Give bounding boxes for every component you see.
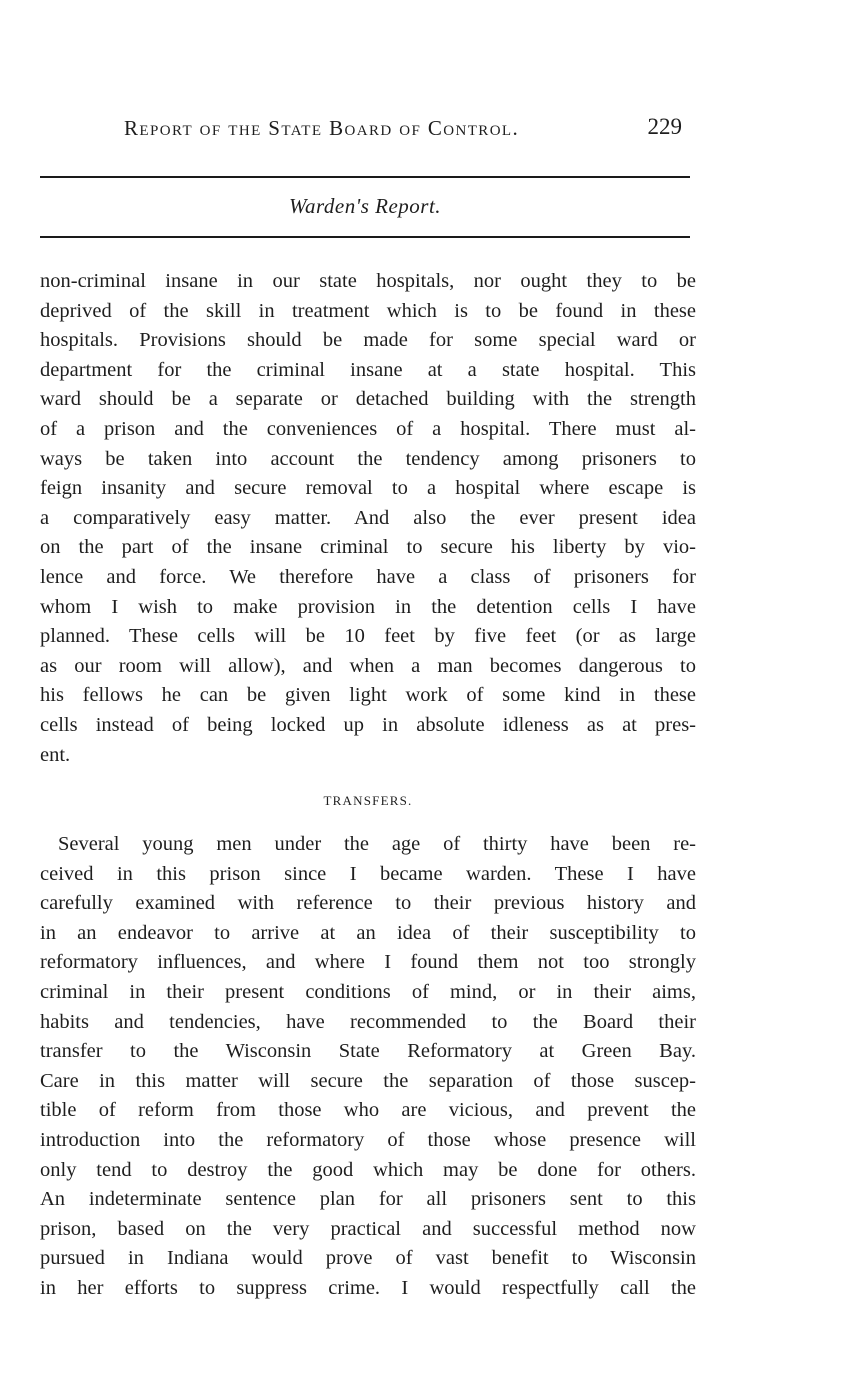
text-line: in her efforts to suppress crime. I would respectfully call the — [40, 1276, 696, 1299]
text-line: Care in this matter will secure the separation of those suscep- — [40, 1069, 696, 1092]
text-line: planned. These cells will be 10 feet by five feet (or as large — [40, 625, 696, 648]
text-line: ceived in this prison since I became warden. These I have — [40, 862, 696, 885]
text-line: department for the criminal insane at a state hospital. This — [40, 358, 696, 381]
text-line: Several young men under the age of thirty have been re- — [58, 833, 696, 855]
section-header: Warden's Report. — [288, 194, 442, 218]
header-rule-top — [40, 176, 690, 178]
text-line: habits and tendencies, have recommended to the Board their — [40, 1010, 696, 1033]
text-line: his fellows he can be given light work of some kind in these — [40, 684, 696, 707]
text-line: carefully examined with reference to their previous history and — [40, 892, 696, 915]
transfers-heading: TRANSFERS. — [323, 793, 413, 808]
running-title: Report of the State Board of Control. — [124, 116, 520, 140]
running-head — [40, 116, 690, 146]
text-line: lence and force. We therefore have a class of prisoners for — [40, 565, 696, 588]
text-line: ward should be a separate or detached building with the strength — [40, 388, 696, 411]
text-line: whom I wish to make provision in the detention cells I have — [40, 595, 696, 618]
header-rule-bottom — [40, 236, 690, 238]
text-line: only tend to destroy the good which may be done for others. — [40, 1158, 696, 1181]
text-line: criminal in their present conditions of mind, or in their aims, — [40, 980, 696, 1003]
paragraph-1 — [40, 267, 696, 770]
text-line: prison, based on the very practical and successful method now — [40, 1217, 696, 1240]
text-line: hospitals. Provisions should be made for some special ward or — [40, 329, 696, 352]
text-line: as our room will allow), and when a man becomes dangerous to — [40, 654, 696, 677]
text-line: transfer to the Wisconsin State Reformatory at Green Bay. — [40, 1040, 696, 1063]
text-line: reformatory influences, and where I found them not too strongly — [40, 951, 696, 974]
text-line: feign insanity and secure removal to a hospital where escape is — [40, 477, 696, 500]
text-line: in an endeavor to arrive at an idea of their susceptibility to — [40, 921, 696, 944]
text-line: ent. — [40, 743, 71, 766]
text-line: a comparatively easy matter. And also the ever present idea — [40, 506, 696, 529]
paragraph-2 — [40, 830, 696, 1304]
text-line: deprived of the skill in treatment which is to be found in these — [40, 299, 696, 322]
text-line: An indeterminate sentence plan for all prisoners sent to this — [40, 1188, 696, 1211]
page-number: 229 — [647, 114, 682, 139]
text-line: non-criminal insane in our state hospitals, nor ought they to be — [40, 270, 696, 292]
text-line: tible of reform from those who are vicious, and prevent the — [40, 1099, 696, 1122]
text-line: ways be taken into account the tendency among prisoners to — [40, 447, 696, 470]
text-line: cells instead of being locked up in absolute idleness as at pres- — [40, 713, 696, 736]
text-line: on the part of the insane criminal to secure his liberty by vio- — [40, 536, 696, 559]
text-line: of a prison and the conveniences of a hospital. There must al- — [40, 417, 696, 440]
text-line: pursued in Indiana would prove of vast benefit to Wisconsin — [40, 1247, 696, 1270]
text-line: introduction into the reformatory of those whose presence will — [40, 1128, 696, 1151]
